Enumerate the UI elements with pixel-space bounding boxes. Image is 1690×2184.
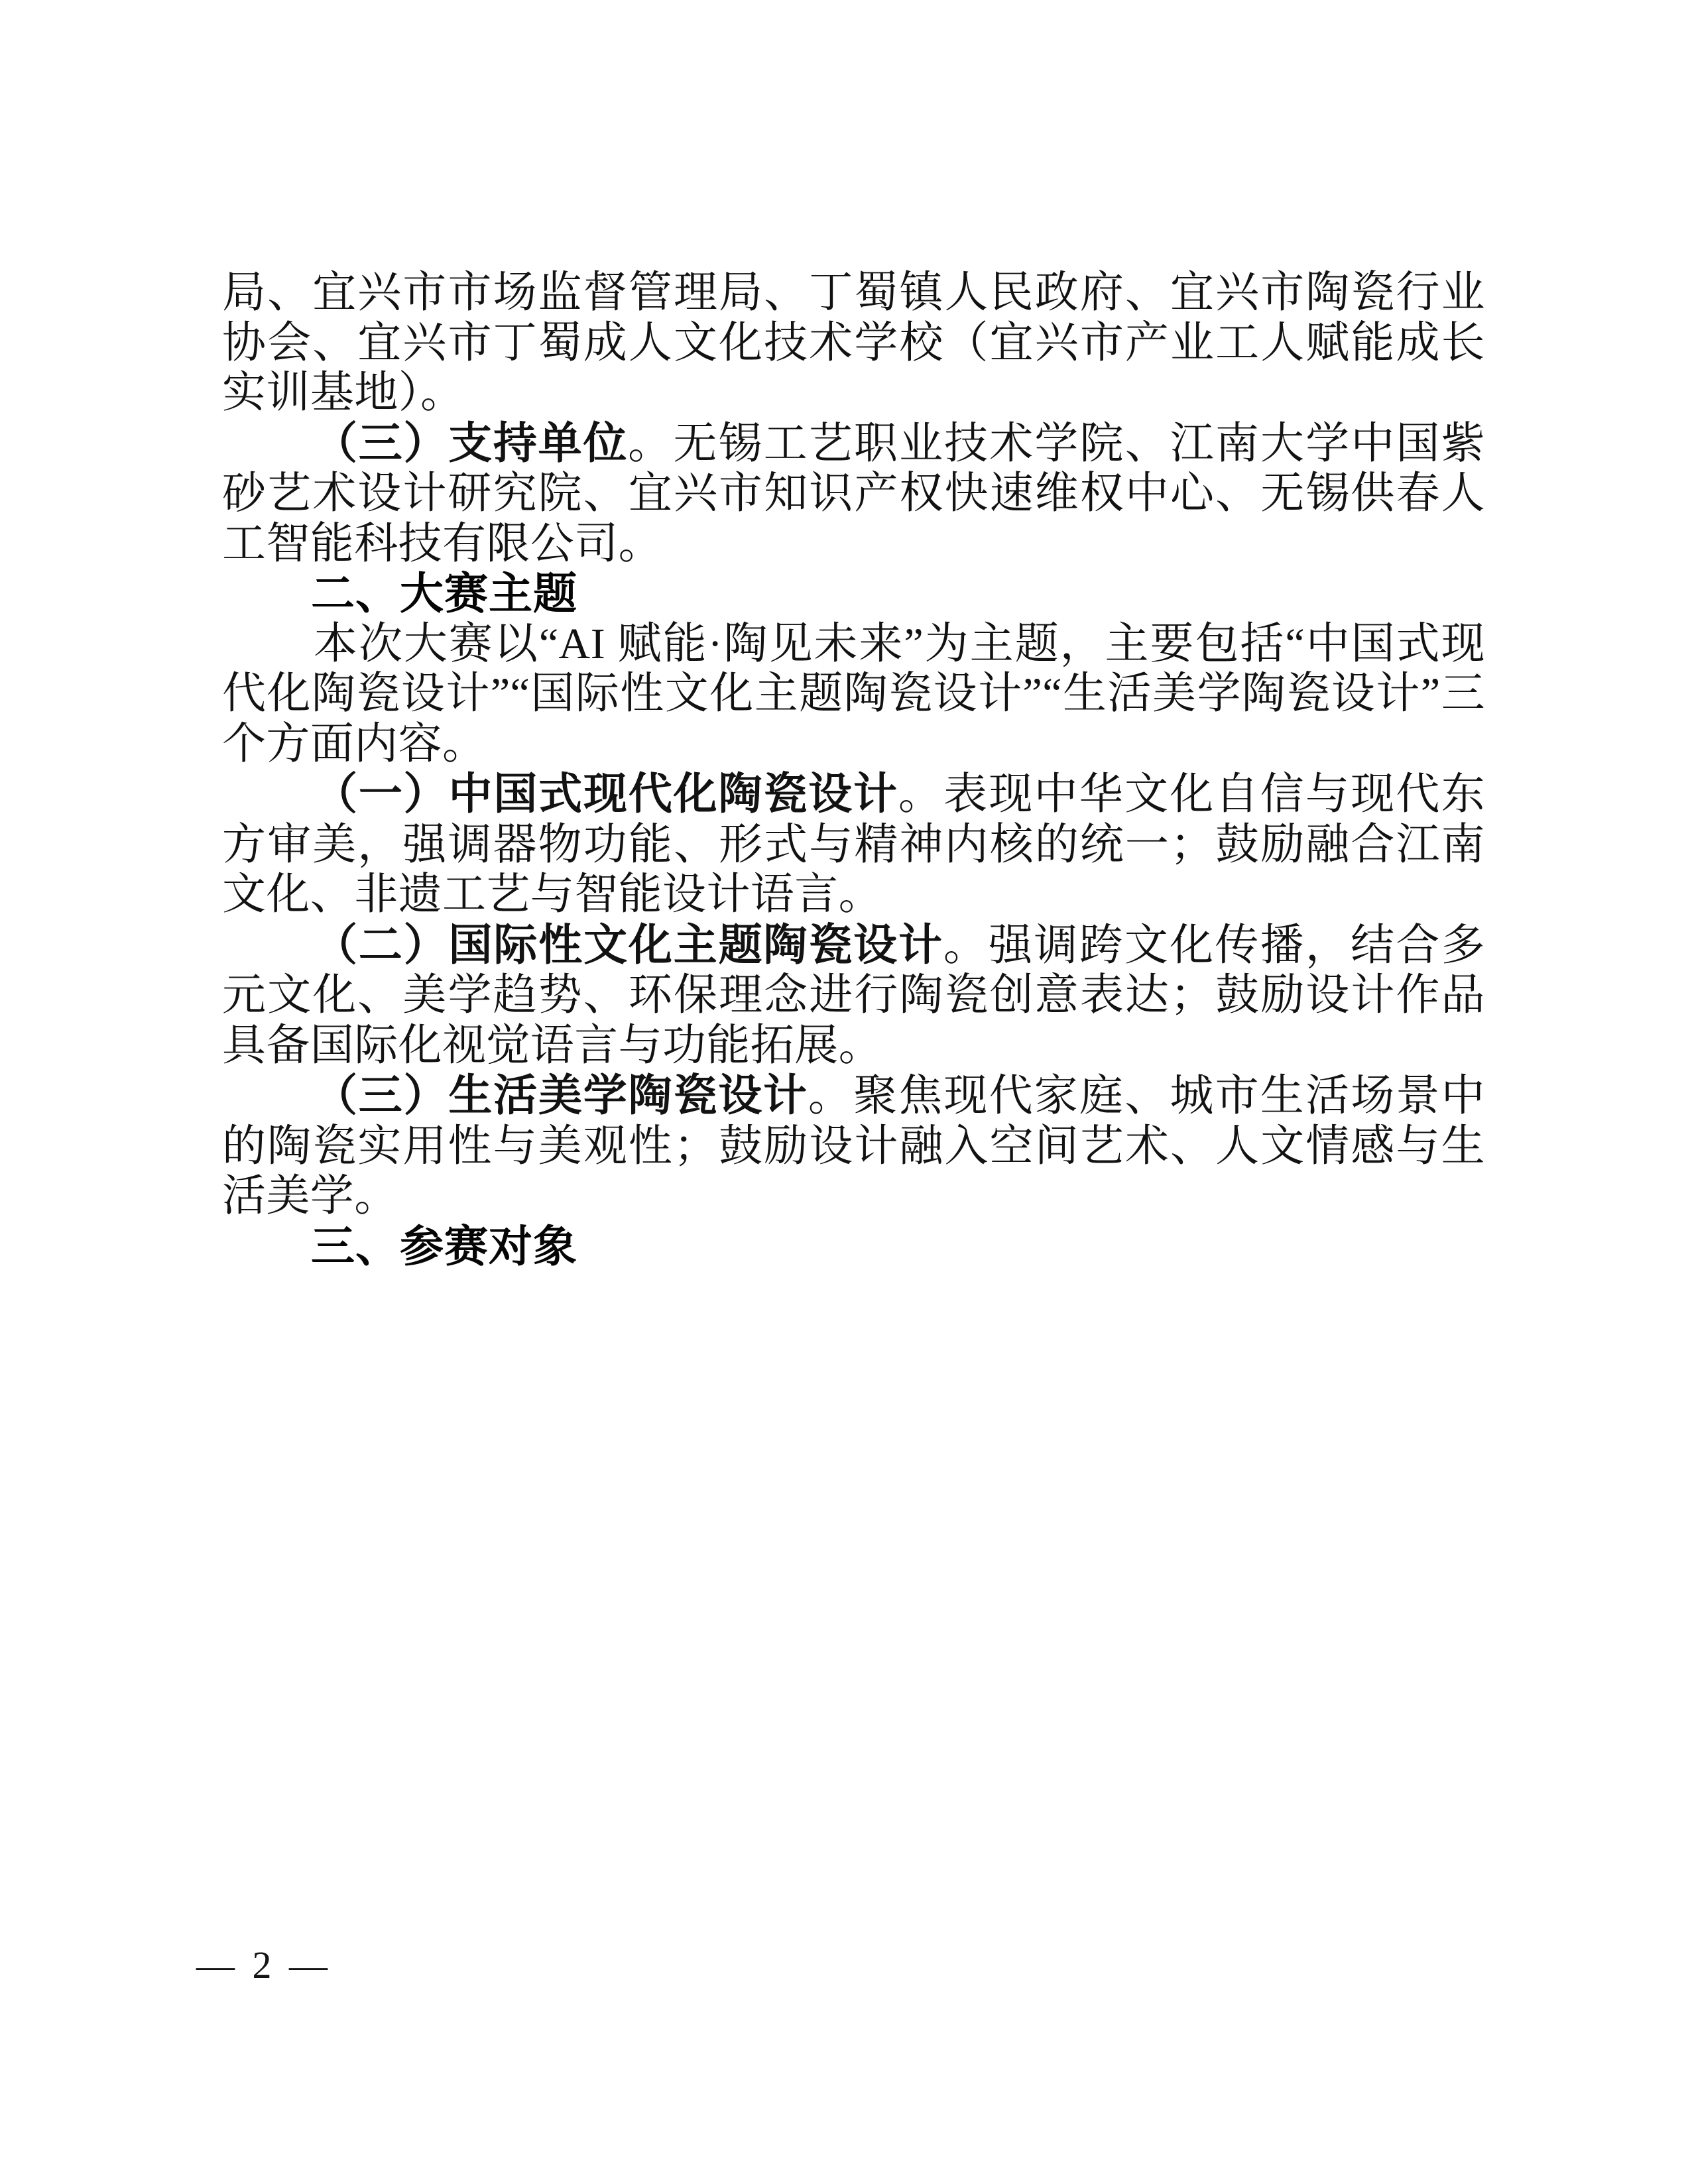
- paragraph-theme-intro-latin: AI: [558, 619, 606, 668]
- paragraph-theme-item-3: [222, 1070, 1485, 1222]
- paragraph-supporting-units: [222, 418, 1485, 569]
- paragraph-theme-item-1-text: 。表现中华文化自信与现代东方审美，强调器物功能、形式与精神内核的统一；鼓励融合江南文化、非遗工艺与智能设计语言。: [222, 770, 1486, 919]
- paragraph-theme-item-3-text: 。聚焦现代家庭、城市生活场景中的陶瓷实用性与美观性；鼓励设计融入空间艺术、人文情感与生活美学。: [222, 1072, 1486, 1220]
- paragraph-theme-item-2-text: 。强调跨文化传播，结合多元文化、美学趋势、环保理念进行陶瓷创意表达；鼓励设计作品具备国际化视觉语言与功能拓展。: [222, 921, 1485, 1070]
- paragraph-theme-intro-before: 本次大赛以“: [314, 619, 559, 668]
- paragraph-theme-item-2-lead: （二）国际性文化主题陶瓷设计: [314, 919, 943, 970]
- paragraph-theme-item-1-lead: （一）中国式现代化陶瓷设计: [314, 768, 898, 819]
- paragraph-theme-item-2: [222, 920, 1485, 1071]
- paragraph-supporting-units-text: 。无锡工艺职业技术学院、江南大学中国紫砂艺术设计研究院、宜兴市知识产权快速维权中心、无锡供春人工智能科技有限公司。: [222, 419, 1485, 568]
- paragraph-theme-item-3-lead: （三）生活美学陶瓷设计: [314, 1070, 808, 1121]
- document-text-column: [222, 268, 1485, 1271]
- paragraph-theme-item-1: [222, 769, 1485, 920]
- section-heading-three: 三、参赛对象: [311, 1220, 577, 1272]
- paragraph-supporting-units-lead: （三）支持单位: [314, 417, 629, 469]
- paragraph-organizers-continued: 局、宜兴市市场监督管理局、丁蜀镇人民政府、宜兴市陶瓷行业协会、宜兴市丁蜀成人文化技术学校（宜兴市产业工人赋能成长实训基地）。: [222, 268, 1485, 417]
- paragraph-theme-intro: [222, 619, 1485, 770]
- paragraph-theme-intro-after: 赋能·陶见未来”为主题，主要包括“中国式现代化陶瓷设计”“国际性文化主题陶瓷设计”“生活美学陶瓷设计”三个方面内容。: [222, 619, 1485, 768]
- page-number: — 2 —: [196, 1943, 332, 1986]
- section-heading-two: 二、大赛主题: [311, 568, 577, 619]
